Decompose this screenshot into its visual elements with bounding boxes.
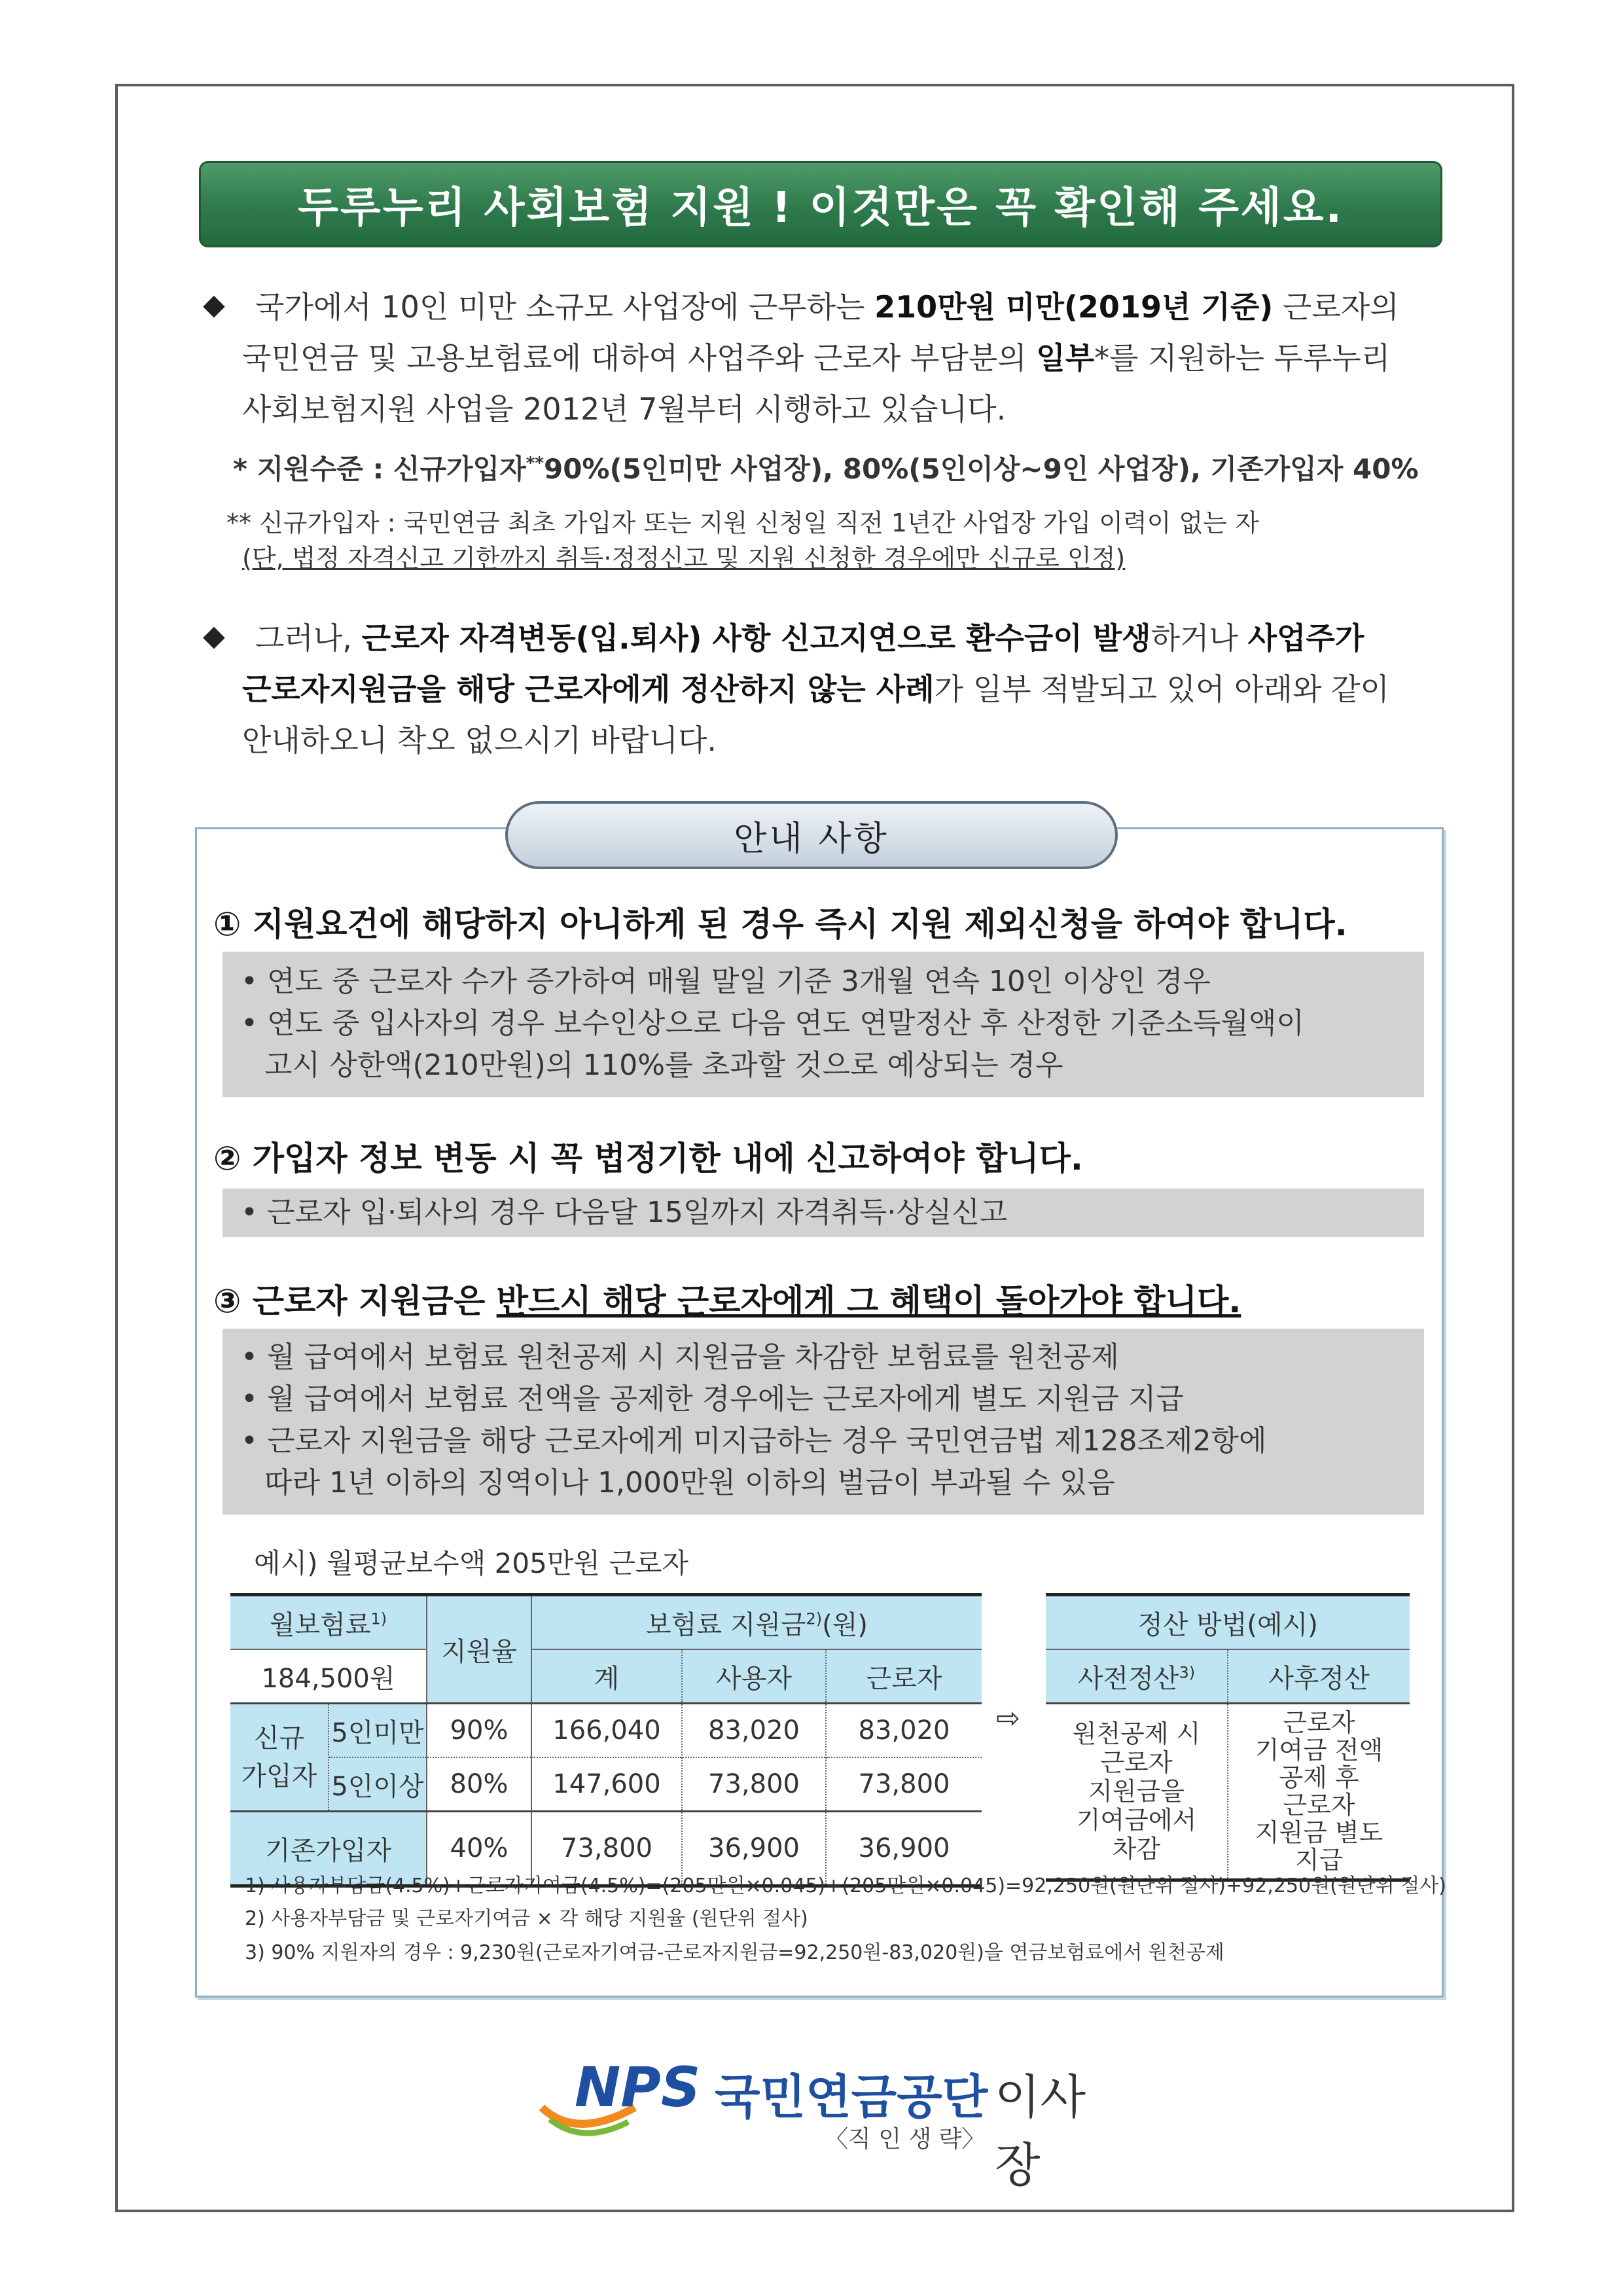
row1-total: 166,040 — [531, 1704, 682, 1758]
nps-signature — [537, 2055, 1126, 2193]
nps-letters: NPS — [575, 2055, 701, 2119]
page-title: 두루누리 사회보험 지원 ! 이것만은 꼭 확인해 주세요. — [298, 184, 1344, 232]
item3-bullet-2: • 월 급여에서 보험료 전액을 공제한 경우에는 근로자에게 별도 지원금 지급 — [241, 1382, 1184, 1416]
item2-heading: ② 가입자 정보 변동 시 꼭 법정기한 내에 신고하여야 합니다. — [213, 1139, 1083, 1177]
org-name: 국민연금공단 — [715, 2070, 988, 2125]
diamond-bullet-icon: ◆ — [203, 288, 225, 321]
item3-band — [223, 1329, 1424, 1515]
settlement-table — [1046, 1593, 1410, 1882]
rate-header: 지원율 — [427, 1595, 531, 1704]
row2-rate: 80% — [427, 1757, 531, 1812]
employer-header: 사용자 — [682, 1649, 826, 1704]
row3-worker: 36,900 — [858, 1833, 950, 1863]
warning-line-1: 그러나, 근로자 자격변동(입.퇴사) 사항 신고지연으로 환수금이 발생하거나 사업주가 — [255, 620, 1364, 656]
footnote-2: 2) 사용자부담금 및 근로자기여금 × 각 해당 지원율 (원단위 절사) — [245, 1907, 808, 1930]
notice-title-pill — [505, 801, 1118, 869]
total-header: 계 — [531, 1649, 682, 1704]
seal-omitted: 〈직 인 생 략〉 — [825, 2126, 986, 2153]
new-member-condition: (단, 법정 자격신고 기한까지 취득·정정신고 및 지원 신청한 경우에만 신규로 인정) — [242, 544, 1126, 573]
row2-total: 147,600 — [531, 1757, 682, 1812]
item3-bullet-3: • 근로자 지원금을 해당 근로자에게 미지급하는 경우 국민연금법 제128조제2항에 — [241, 1424, 1267, 1458]
notice-title: 안내 사항 — [734, 819, 889, 859]
item2-bullet-1: • 근로자 입·퇴사의 경우 다음달 15일까지 자격취득·상실신고 — [241, 1196, 1008, 1229]
item3-heading: ③ 근로자 지원금은 반드시 해당 근로자에게 그 혜택이 돌아가야 합니다. — [213, 1282, 1241, 1320]
warning-line-3: 안내하오니 착오 없으시기 바랍니다. — [242, 723, 717, 758]
premium-value: 184,500원 — [230, 1649, 427, 1704]
premium-header: 월보험료$^{1)}$ — [230, 1595, 427, 1650]
title-banner — [199, 161, 1442, 247]
intro-line-1: 국가에서 10인 미만 소규모 사업장에 근무하는 210만원 미만(2019년 기준) 근로자의 — [255, 289, 1399, 325]
item1-bullet-2: • 연도 중 입사자의 경우 보수인상으로 다음 연도 연말정산 후 산정한 기준소득월액이 — [241, 1007, 1304, 1040]
footnote-3: 3) 90% 지원자의 경우 : 9,230원(근로자기여금-근로자지원금=92,250원-83,020원)을 연금보험료에서 원천공제 — [245, 1941, 1224, 1964]
footnote-1: 1) 사용자부담금(4.5%)+근로자기여금(4.5%)=(205만원×0.045)+(205만원×0.045)=92,250원(원단위 절사)+92,250원(원단위 절사) — [245, 1874, 1446, 1897]
post-settlement-header: 사후정산 — [1228, 1649, 1410, 1704]
subsidy-header: 보험료 지원금$^{2)}$(원) — [531, 1595, 982, 1650]
pre-settlement-body: 원천공제 시 근로자 지원금을 기여금에서 차감 — [1046, 1704, 1228, 1880]
new-member-group: 신규 가입자 — [230, 1704, 329, 1812]
row2-worker: 73,800 — [858, 1769, 950, 1799]
support-level: * 지원수준 : 신규가입자**90%(5인미만 사업장), 80%(5인이상~9인 사업장), 기존가입자 40% — [233, 453, 1419, 485]
row2-label: 5인이상 — [329, 1757, 427, 1812]
row1-label: 5인미만 — [329, 1704, 427, 1758]
row2-employer: 73,800 — [682, 1757, 826, 1812]
intro-line-2: 국민연금 및 고용보험료에 대하여 사업주와 근로자 부담분의 일부*를 지원하는 두루누리 — [242, 340, 1391, 376]
settlement-header: 정산 방법(예시) — [1046, 1595, 1410, 1650]
item3-bullet-3-cont: 따라 1년 이하의 징역이나 1,000만원 이하의 벌금이 부과될 수 있음 — [264, 1466, 1115, 1499]
row1-employer: 83,020 — [682, 1704, 826, 1758]
pre-settlement-header: 사전정산$^{3)}$ — [1046, 1649, 1228, 1704]
new-member-definition: ** 신규가입자 : 국민연금 최초 가입자 또는 지원 신청일 직전 1년간 사업장 가입 이력이 없는 자 — [226, 509, 1259, 537]
item2-band — [223, 1189, 1424, 1237]
post-settlement-body: 근로자 기여금 전액 공제 후 근로자 지원금 별도 지급 — [1255, 1708, 1383, 1874]
row3-label: 기존가입자 — [230, 1812, 427, 1886]
row3-employer: 36,900 — [682, 1812, 826, 1886]
item1-bullet-2-cont: 고시 상한액(210만원)의 110%를 초과할 것으로 예상되는 경우 — [264, 1049, 1063, 1082]
item1-heading: ① 지원요건에 해당하지 아니하게 된 경우 즉시 지원 제외신청을 하여야 합니다. — [213, 905, 1347, 943]
intro-line-3: 사회보험지원 사업을 2012년 7월부터 시행하고 있습니다. — [242, 391, 1007, 427]
item1-bullet-1: • 연도 중 근로자 수가 증가하여 매월 말일 기준 3개월 연속 10인 이상인 경우 — [241, 965, 1211, 998]
item1-band — [223, 952, 1424, 1097]
support-table — [230, 1593, 982, 1888]
row3-rate: 40% — [427, 1812, 531, 1886]
org-role: 이사장 — [995, 2070, 1086, 2193]
row1-rate: 90% — [427, 1704, 531, 1758]
row3-total: 73,800 — [531, 1812, 682, 1886]
worker-header: 근로자 — [826, 1649, 982, 1704]
arrow-right-icon: ⇨ — [996, 1702, 1020, 1735]
row1-worker: 83,020 — [858, 1715, 950, 1746]
example-label: 예시) 월평균보수액 205만원 근로자 — [254, 1547, 689, 1579]
diamond-bullet-icon: ◆ — [203, 619, 225, 653]
item3-bullet-1: • 월 급여에서 보험료 원천공제 시 지원금을 차감한 보험료를 원천공제 — [241, 1340, 1119, 1374]
warning-line-2: 근로자지원금을 해당 근로자에게 정산하지 않는 사례가 일부 적발되고 있어 아래와 같이 — [242, 672, 1389, 707]
